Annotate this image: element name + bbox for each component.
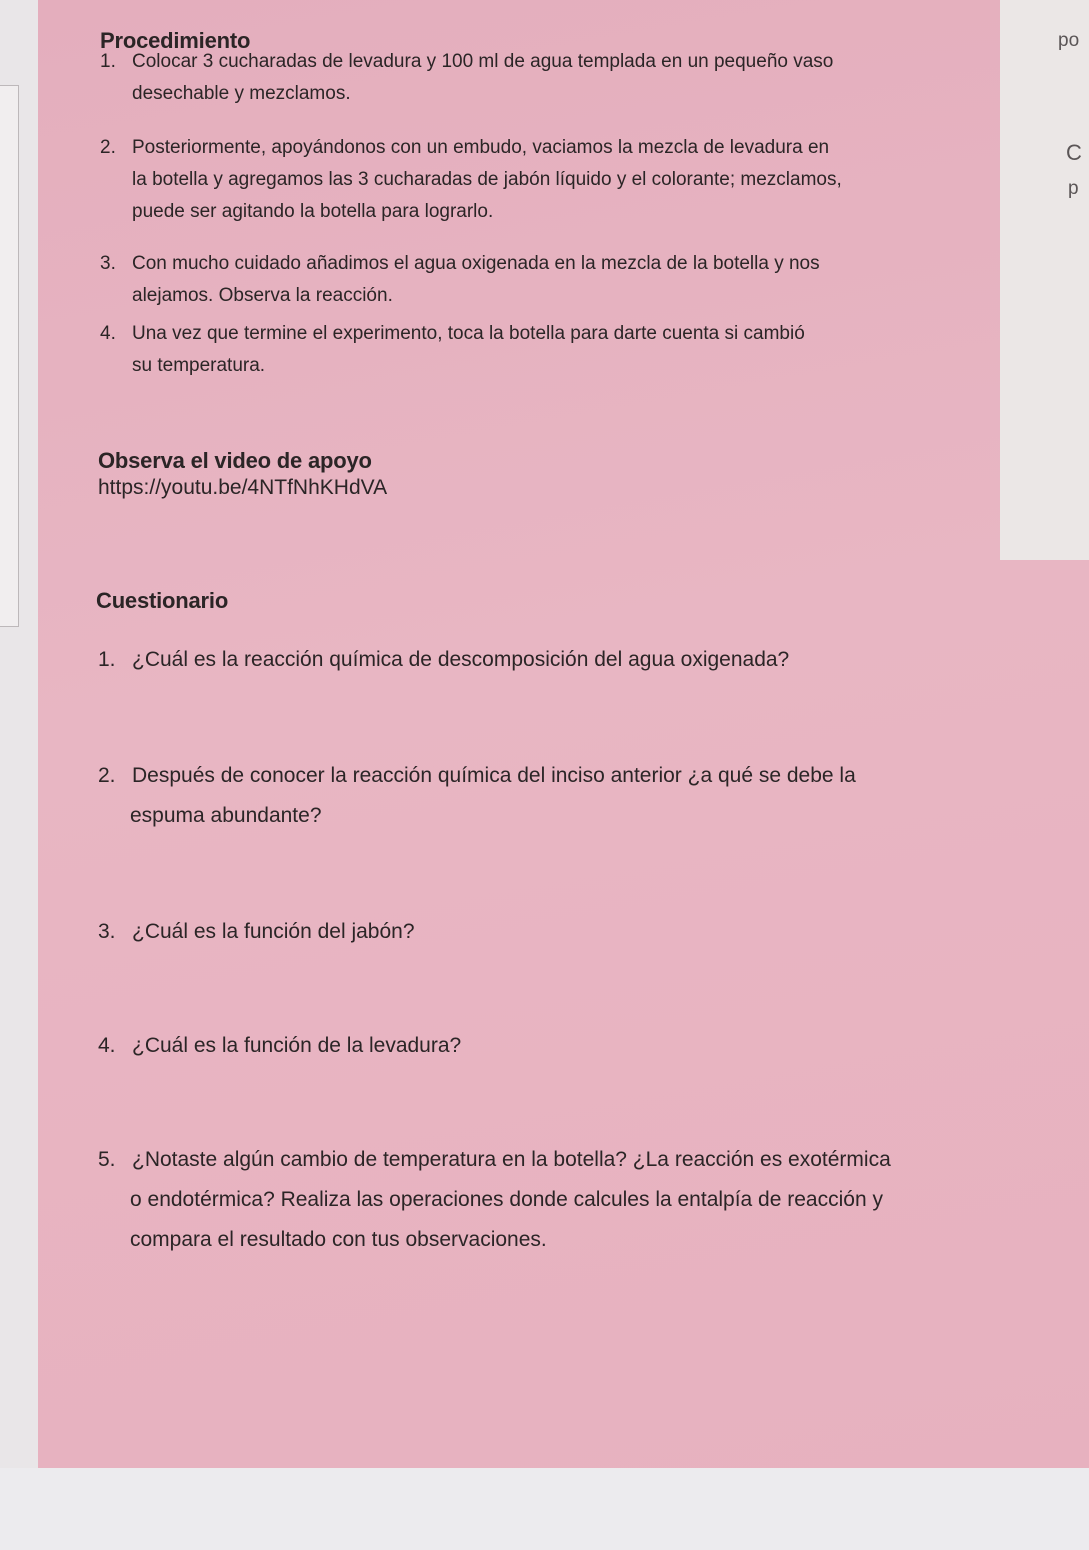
- question-text-line: ¿Cuál es la función de la levadura?: [132, 1034, 462, 1057]
- question-text-line: ¿Cuál es la función del jabón?: [132, 920, 415, 943]
- video-heading: Observa el video de apoyo: [98, 448, 372, 473]
- step-text-line: Con mucho cuidado añadimos el agua oxigenada en la mezcla de la botella y nos: [132, 253, 820, 274]
- step-text-line: la botella y agregamos las 3 cucharadas de jabón líquido y el colorante; mezclamos,: [132, 169, 842, 190]
- step-number: 1.: [100, 51, 116, 72]
- procedure-step-1: [100, 46, 960, 110]
- question-2: [98, 756, 1038, 836]
- question-text-line: ¿Cuál es la reacción química de descomposición del agua oxigenada?: [132, 648, 790, 671]
- procedure-step-4: [100, 318, 960, 382]
- question-text-line: o endotérmica? Realiza las operaciones donde calcules la entalpía de reacción y: [130, 1188, 883, 1211]
- desk-surface: [0, 1468, 1089, 1550]
- video-link[interactable]: https://youtu.be/4NTfNhKHdVA: [98, 476, 388, 499]
- procedure-step-2: [100, 132, 960, 228]
- question-1: [98, 640, 1038, 680]
- questionnaire-heading: Cuestionario: [96, 588, 229, 613]
- worksheet-content: [60, 0, 1020, 1468]
- step-text-line: Posteriormente, apoyándonos con un embudo, vaciamos la mezcla de levadura en: [132, 137, 830, 158]
- step-number: 4.: [100, 323, 116, 344]
- question-number: 2.: [98, 764, 116, 787]
- step-text-line: su temperatura.: [132, 355, 266, 376]
- step-number: 3.: [100, 253, 116, 274]
- procedure-heading: Procedimiento: [100, 28, 251, 53]
- question-number: 5.: [98, 1148, 116, 1171]
- adjacent-page-edge: [0, 85, 19, 627]
- question-text-line: espuma abundante?: [130, 804, 322, 827]
- question-text-line: ¿Notaste algún cambio de temperatura en la botella? ¿La reacción es exotérmica: [132, 1148, 891, 1171]
- question-5: [98, 1140, 1038, 1260]
- question-4: [98, 1026, 1038, 1066]
- edge-fragment-c: C: [1066, 140, 1082, 165]
- question-3: [98, 912, 1038, 952]
- step-text-line: desechable y mezclamos.: [132, 83, 351, 104]
- step-text-line: alejamos. Observa la reacción.: [132, 285, 393, 306]
- question-text-line: compara el resultado con tus observaciones.: [130, 1228, 547, 1251]
- step-text-line: puede ser agitando la botella para lograrlo.: [132, 201, 494, 222]
- question-text-line: Después de conocer la reacción química del inciso anterior ¿a qué se debe la: [132, 764, 856, 787]
- question-number: 3.: [98, 920, 116, 943]
- step-text-line: Una vez que termine el experimento, toca la botella para darte cuenta si cambió: [132, 323, 805, 344]
- procedure-step-3: [100, 248, 960, 312]
- question-number: 4.: [98, 1034, 116, 1057]
- step-number: 2.: [100, 137, 116, 158]
- step-text-line: Colocar 3 cucharadas de levadura y 100 ml de agua templada en un pequeño vaso: [132, 51, 834, 72]
- edge-fragment-p: p: [1068, 178, 1079, 199]
- edge-fragment-po: po: [1058, 30, 1080, 51]
- question-number: 1.: [98, 648, 116, 671]
